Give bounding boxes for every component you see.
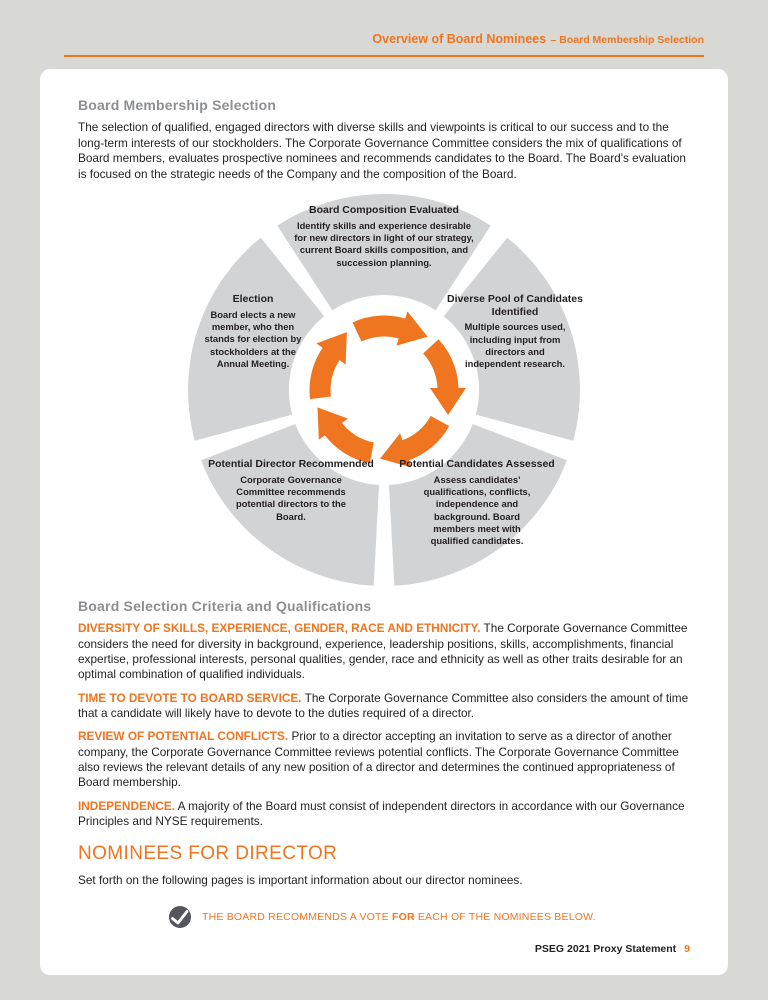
cycle-arrow-3: [404, 421, 440, 451]
step-text: Board elects a new member, who then stands for election by stockholders at the Annual Meeting.: [204, 308, 302, 369]
cycle-step-board-composition: [284, 204, 484, 268]
header-title-main: Overview of Board Nominees: [372, 32, 547, 46]
card-footer: [535, 943, 690, 955]
criteria-lead: DIVERSITY OF SKILLS, EXPERIENCE, GENDER, RACE AND ETHNICITY.: [78, 621, 481, 636]
criteria-item-conflicts: [78, 729, 690, 790]
nominees-body: Set forth on the following pages is important information about our director nominees.: [78, 873, 523, 888]
step-text: Corporate Governance Committee recommends potential directors to the Board.: [236, 473, 346, 522]
membership-body: The selection of qualified, engaged directors with diverse skills and viewpoints is critical to our success and to the long-term interests of our stockholders. The Corporate Governance Committee considers the mix of qualifications of Board members, evaluates prospective nominees and recommends candidates to the Board. The Board's evaluation is focused on the strategic needs of the Company and the composition of the Board.: [78, 120, 686, 181]
criteria-item-time: [78, 691, 690, 722]
board-selection-cycle-diagram: [184, 190, 584, 590]
criteria-text: The Corporate Governance Committee considers the need for diversity in background, experience, leadership positions, skills, accomplishments, financial expertise, professional interests, personal qualities, gender, race and ethnicity as well as other traits desirable for an optimal combination of qualified individuals.: [78, 621, 688, 682]
criteria-lead: REVIEW OF POTENTIAL CONFLICTS.: [78, 729, 289, 744]
recommendation-prefix: THE BOARD RECOMMENDS A VOTE: [202, 910, 392, 923]
step-title: Election: [232, 293, 274, 306]
header-rule: [64, 55, 704, 57]
criteria-text: The Corporate Governance Committee also considers the amount of time that a candidate will likely have to devote to the duties required of a director.: [78, 690, 689, 720]
content-card: [40, 69, 728, 975]
step-title: Board Composition Evaluated: [309, 204, 459, 217]
recommendation-text: [202, 911, 596, 923]
cycle-step-candidates-assessed: [390, 458, 564, 547]
page-header: [0, 0, 768, 48]
cycle-arrow-1: [357, 326, 404, 332]
step-text: Multiple sources used, including input from directors and independent research.: [464, 321, 566, 370]
step-text: Identify skills and experience desirable for new directors in light of our strategy, current Board skills composition, and succession planning.: [294, 219, 474, 268]
step-text: Assess candidates' qualifications, conflicts, independence and background. Board members meet with qualified candidates.: [423, 473, 531, 546]
cycle-step-director-recommended: [204, 458, 378, 522]
step-title: Diverse Pool of Candidates Identified: [447, 293, 583, 318]
cycle-step-diverse-pool: [446, 293, 584, 370]
criteria-item-independence: [78, 799, 690, 830]
board-recommendation: [168, 905, 690, 929]
header-title-sub: – Board Membership Selection: [550, 34, 704, 46]
step-title: Potential Director Recommended: [208, 458, 374, 471]
criteria-text: A majority of the Board must consist of independent directors in accordance with our Governance Principles and NYSE requirements.: [78, 798, 685, 828]
membership-heading: Board Membership Selection: [78, 97, 277, 113]
criteria-item-diversity: [78, 621, 690, 682]
nominees-heading: NOMINEES FOR DIRECTOR: [78, 843, 338, 865]
criteria-heading: Board Selection Criteria and Qualifications: [78, 598, 372, 615]
cycle-arrow-4: [332, 428, 372, 453]
criteria-text: Prior to a director accepting an invitation to serve as a director of another company, the Corporate Governance Committee reviews potential conflicts. The Corporate Governance Committee also reviews the relevant details of any new position of a director and determines the continued appropriateness of Board membership.: [78, 729, 679, 790]
recommendation-bold: FOR: [391, 910, 415, 923]
checkmark-icon: [168, 905, 192, 929]
recommendation-suffix: EACH OF THE NOMINEES BELOW.: [414, 910, 596, 923]
criteria-lead: TIME TO DEVOTE TO BOARD SERVICE.: [78, 690, 302, 705]
step-title: Potential Candidates Assessed: [399, 458, 555, 471]
criteria-lead: INDEPENDENCE.: [78, 798, 176, 813]
page-number: 9: [684, 942, 690, 955]
cycle-step-election: [184, 293, 322, 370]
footer-label: PSEG 2021 Proxy Statement: [534, 942, 677, 955]
